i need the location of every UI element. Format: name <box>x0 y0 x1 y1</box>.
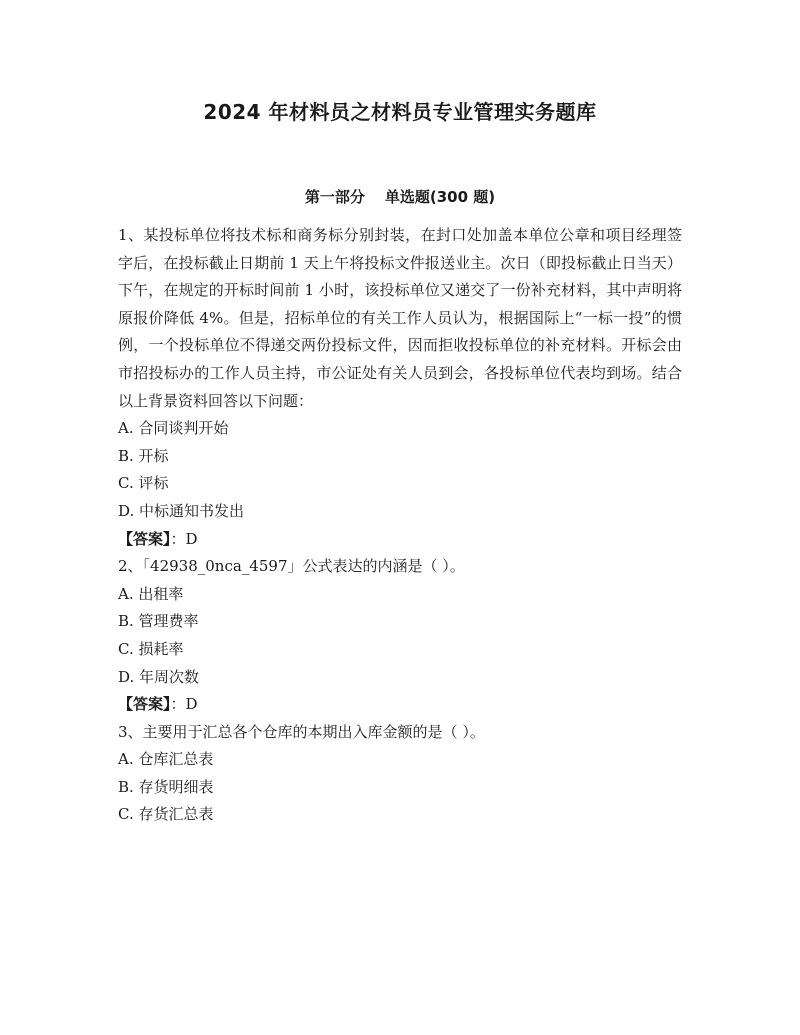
section-heading <box>0 186 800 207</box>
document-title: 2024 年材料员之材料员专业管理实务题库 <box>203 100 597 124</box>
option-a: A. 出租率 <box>118 584 184 603</box>
question-3 <box>118 719 682 829</box>
option-d: D. 年周次数 <box>118 667 200 686</box>
option-b: B. 开标 <box>118 446 169 465</box>
option-c: C. 损耗率 <box>118 639 184 658</box>
option-a: A. 仓库汇总表 <box>118 750 214 769</box>
option-c: C. 存货汇总表 <box>118 805 214 824</box>
option-c: C. 评标 <box>118 474 169 493</box>
option-d: D. 中标通知书发出 <box>118 501 245 520</box>
answer-label: 【答案】 <box>118 529 171 548</box>
section-part: 第一部分 <box>304 188 365 206</box>
question-2 <box>118 553 682 719</box>
option-a: A. 合同谈判开始 <box>118 419 229 438</box>
answer-label: 【答案】 <box>118 695 171 714</box>
answer-line <box>118 526 682 554</box>
question-stem: 3、主要用于汇总各个仓库的本期出入库金额的是（ ）。 <box>118 722 485 741</box>
answer-line <box>118 691 682 719</box>
answer-value: ：D <box>170 529 198 548</box>
answer-value: ：D <box>170 695 198 714</box>
option-b: B. 管理费率 <box>118 612 199 631</box>
option-b: B. 存货明细表 <box>118 777 214 796</box>
question-stem: 2、「42938_0nca_4597」公式表达的内涵是（ ）。 <box>118 557 465 576</box>
question-list <box>118 222 682 829</box>
section-name: 单选题(300 题) <box>384 188 496 206</box>
question-1 <box>118 222 682 553</box>
question-stem: 1、某投标单位将技术标和商务标分别封装，在封口处加盖本单位公章和项目经理签字后，在投标截止日期前 1 天上午将投标文件报送业主。次日（即投标截止日当天）下午，在规定的开标时间前 1 小时，该投标单位又递交了一份补充材料，其中声明将原报价降低 4%。但是，招标单位的有关工作人员认为，根据国际上“一标一投”的惯例，一个投标单位不得递交两份投标文件，因而拒收投标单位的补充材料。开标会由市招投标办的工作人员主持，市公证处有关人员到会，各投标单位代表均到场。结合以上背景资料回答以下问题： <box>118 226 682 410</box>
